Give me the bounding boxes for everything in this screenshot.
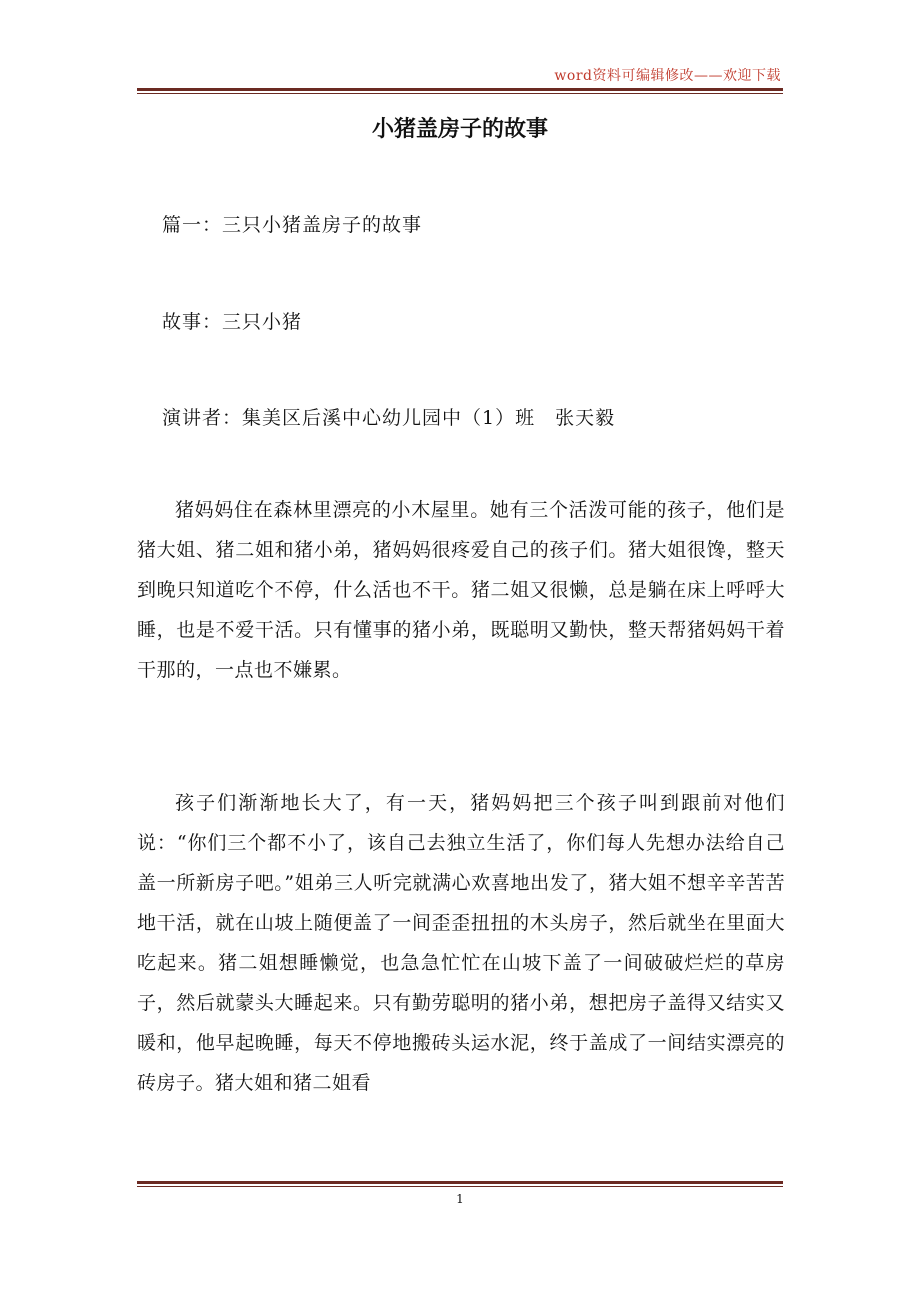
document-title: 小猪盖房子的故事 [371, 117, 548, 142]
header-banner-text: word资料可编辑修改——欢迎下载 [554, 68, 781, 84]
body-paragraph: 孩子们渐渐地长大了，有一天，猪妈妈把三个孩子叫到跟前对他们说：“你们三个都不小了，该自己去独立生活了，你们每人先想办法给自己盖一所新房子吧。”姐弟三人听完就满心欢喜地出发了，猪大姐不想辛辛苦苦地干活，就在山坡上随便盖了一间歪歪扭扭的木头房子，然后就坐在里面大吃起来。猪二姐想睡懒觉，也急急忙忙在山坡下盖了一间破破烂烂的草房子，然后就蒙头大睡起来。只有勤劳聪明的猪小弟，想把房子盖得又结实又暖和，他早起晚睡，每天不停地搬砖头运水泥，终于盖成了一间结实漂亮的砖房子。猪大姐和猪二姐看 [137, 792, 785, 1094]
footer-divider [137, 1181, 783, 1187]
meta-line-story: 故事：三只小猪 [162, 311, 303, 333]
meta-line-speaker: 演讲者：集美区后溪中心幼儿园中（1）班 张天毅 [162, 407, 616, 429]
page-number: 1 [456, 1192, 464, 1206]
meta-line-section: 篇一：三只小猪盖房子的故事 [162, 214, 423, 236]
header-divider [137, 88, 783, 94]
body-paragraph: 猪妈妈住在森林里漂亮的小木屋里。她有三个活泼可能的孩子，他们是猪大姐、猪二姐和猪小弟，猪妈妈很疼爱自己的孩子们。猪大姐很馋，整天到晚只知道吃个不停，什么活也不干。猪二姐又很懒，总是躺在床上呼呼大睡，也是不爱干活。只有懂事的猪小弟，既聪明又勤快，整天帮猪妈妈干着干那的，一点也不嫌累。 [137, 499, 785, 681]
